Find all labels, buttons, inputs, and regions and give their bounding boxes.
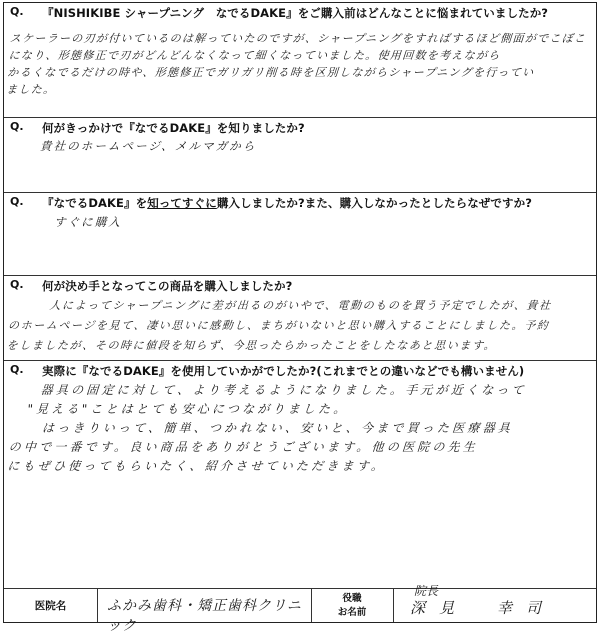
answer-line: はっきりいって、簡単、つかれない、安いと、今まで買った医療器具 [41, 421, 514, 435]
handwritten-answer [6, 30, 593, 98]
answer-line: にもぜひ使ってもらいたく、紹介させていただきます。 [6, 459, 387, 473]
name-value: 深見 幸司 [410, 599, 556, 617]
handwritten-answer [6, 296, 592, 356]
handwritten-answer [39, 138, 590, 154]
answer-line: 人によってシャープニングに差が出るのがいやで、電動のものを買う予定でしたが、貴社 [48, 299, 553, 312]
handwritten-answer [5, 381, 594, 476]
respondent-info-row [4, 584, 596, 634]
question-underlined-text: 知ってすぐに [147, 196, 217, 210]
answer-line: になり、形態修正で刃がどんどんなくなって細くなっていました。使用回数を考えながら [8, 49, 502, 62]
question-section-5 [4, 361, 596, 588]
divider [393, 589, 394, 622]
question-text [42, 195, 532, 211]
answer-line: の中で一番です。良い商品をありがとうございます。他の医院の先生 [8, 440, 479, 454]
questionnaire-sheet [3, 2, 597, 634]
question-text-part: 購入しましたか?また、購入しなかったとしたらなぜですか? [216, 196, 532, 210]
question-marker: Q. [10, 363, 24, 376]
question-marker: Q. [10, 278, 24, 291]
answer-line: 器具の固定に対して、より考えるようになりました。手元が近くなって [40, 383, 528, 397]
answer-line: かるくなでるだけの時や、形態修正でガリガリ削る時を区別しながらシャープニングを行ってい [6, 66, 535, 79]
answer-line: すぐに購入 [53, 215, 123, 229]
answer-line: スケーラーの刃が付いているのは解っていたのですが、シャープニングをすればするほど側面がでこぼこ [9, 32, 587, 45]
answer-line: をしましたが、その時に値段を知らず、今思ったらかったことをしたなあと思います。 [6, 339, 497, 352]
question-text: 何がきっかけで『なでるDAKE』を知りましたか? [42, 121, 305, 135]
question-text: 何が決め手となってこの商品を購入しましたか? [42, 279, 293, 293]
answer-line: のホームページを見て、凄い思いに感動し、まちがいないと思い購入することにしました。予約 [7, 319, 550, 332]
role-value: 院長 [414, 584, 439, 598]
question-section-3 [4, 193, 596, 276]
question-marker: Q. [10, 120, 24, 133]
clinic-name-value: ふかみ歯科・矯正歯科クリニック [107, 598, 302, 634]
question-section-4 [4, 276, 596, 361]
divider [97, 589, 98, 622]
answer-line: "見える"ことはとても安心につながりました。 [26, 402, 350, 416]
role-label: 役職 [342, 592, 362, 604]
handwritten-answer [53, 214, 590, 230]
answer-line: 貴社のホームページ、メルマガから [39, 139, 257, 153]
question-text: 実際に『なでるDAKE』を使用していかがでしたか?(これまでとの違いなどでも構いません) [42, 364, 525, 378]
clinic-name-label: 医院名 [34, 600, 67, 612]
role-name-labels [312, 589, 392, 622]
question-marker: Q. [10, 195, 24, 208]
question-text-part: 『なでるDAKE』を [42, 196, 148, 210]
question-marker: Q. [10, 5, 24, 18]
answer-line: ました。 [5, 83, 56, 96]
question-section-2 [4, 118, 596, 193]
question-section-1 [4, 3, 596, 118]
name-label: お名前 [337, 606, 367, 618]
question-text: 『NISHIKIBE シャープニング なでるDAKE』をご購入前はどんなことに悩まれていましたか? [42, 6, 549, 20]
